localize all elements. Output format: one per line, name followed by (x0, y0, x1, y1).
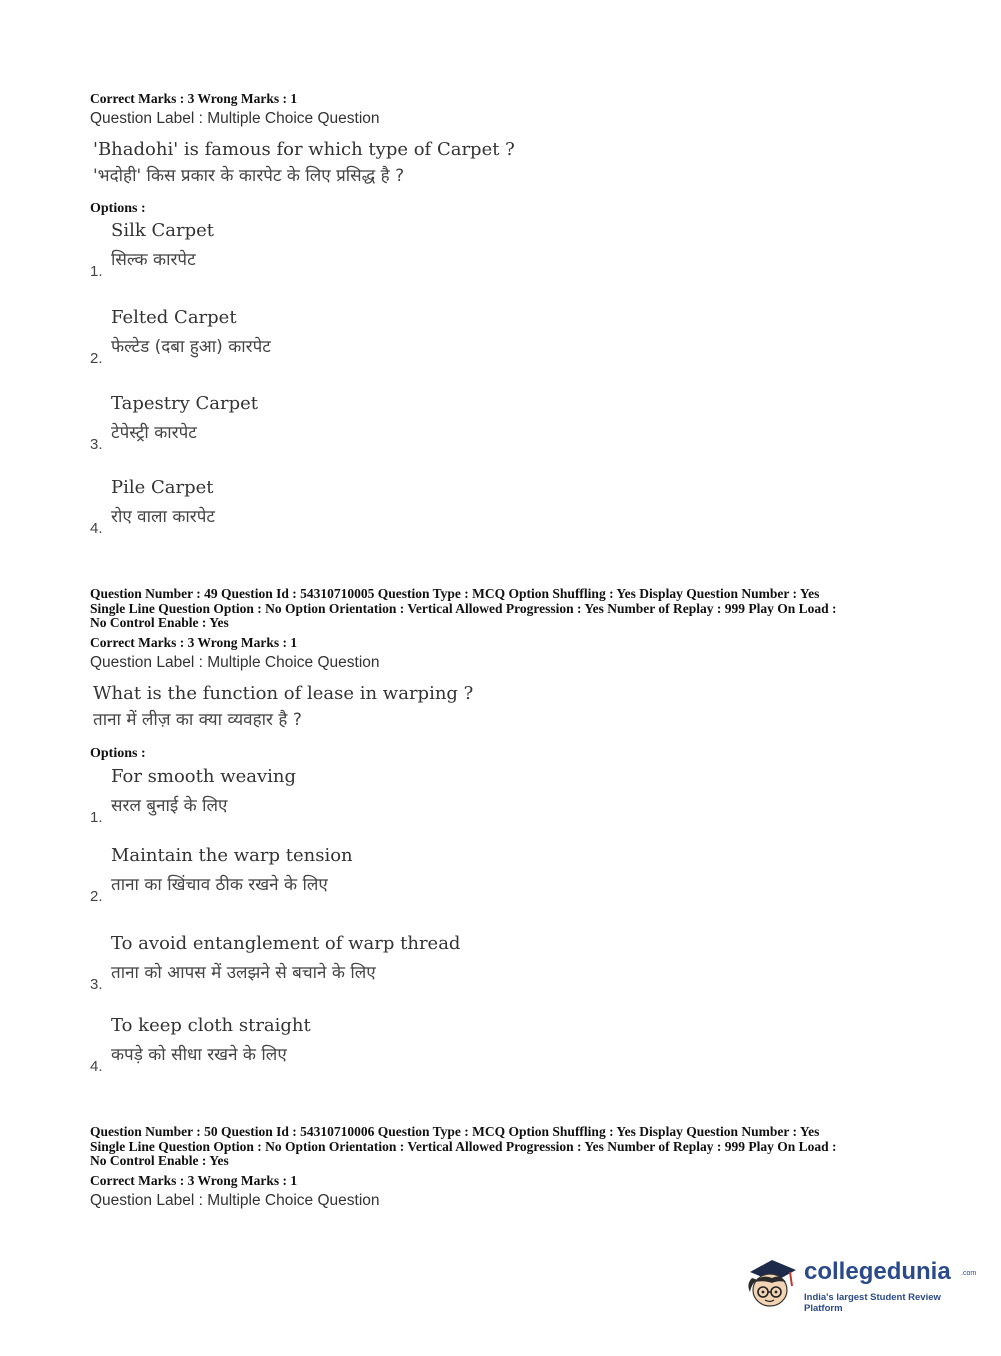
q48-option-3 (90, 393, 590, 453)
option-text-hi: ताना को आपस में उलझने से बचाने के लिए (111, 963, 376, 983)
q49-meta-line: Single Line Question Option : No Option Orientation : Vertical Allowed Progression : Yes Number of Replay : 999 Play On Load : (90, 600, 837, 616)
option-number: 2. (90, 350, 103, 367)
q49-option-1 (90, 766, 590, 826)
option-text-hi: टेपेस्ट्री कारपेट (111, 423, 197, 443)
q49-question (93, 681, 473, 733)
q48-option-4 (90, 477, 590, 537)
option-text-en: Maintain the warp tension (111, 845, 353, 866)
q48-question-hi: 'भदोही' किस प्रकार के कारपेट के लिए प्रसिद्ध है ? (93, 166, 405, 186)
option-text-en: Pile Carpet (111, 477, 214, 498)
q50-meta-line: Question Number : 50 Question Id : 54310710006 Question Type : MCQ Option Shuffling : Yes Display Question Number : Yes (90, 1124, 820, 1139)
q49-question-hi: ताना में लीज़ का क्या व्यवहार है ? (93, 710, 302, 730)
q49-question-en: What is the function of lease in warping ? (93, 683, 474, 704)
option-number: 3. (90, 436, 103, 453)
q49-options-heading: Options : (90, 746, 146, 761)
logo-brand: collegedunia (804, 1258, 951, 1285)
q50-meta-line: No Control Enable : Yes (90, 1153, 229, 1168)
option-text-en: Felted Carpet (111, 307, 237, 328)
q48-label: Question Label : Multiple Choice Question (90, 110, 380, 127)
option-number: 1. (90, 263, 103, 280)
q49-label: Question Label : Multiple Choice Question (90, 654, 380, 671)
q48-option-2 (90, 307, 590, 367)
collegedunia-logo (742, 1252, 977, 1318)
option-text-hi: रोए वाला कारपेट (111, 507, 215, 527)
q49-option-4 (90, 1015, 590, 1075)
option-text-hi: सिल्क कारपेट (111, 250, 196, 270)
q49-marks: Correct Marks : 3 Wrong Marks : 1 (90, 635, 298, 650)
option-text-en: Tapestry Carpet (111, 393, 258, 414)
q49-option-2 (90, 845, 590, 905)
option-text-en: For smooth weaving (111, 766, 297, 787)
option-number: 4. (90, 1058, 103, 1075)
mascot-icon (742, 1252, 802, 1314)
option-text-en: To keep cloth straight (111, 1015, 311, 1036)
q49-option-3 (90, 933, 590, 993)
logo-tagline: India's largest Student Review Platform (804, 1292, 941, 1314)
q48-question-en: 'Bhadohi' is famous for which type of Carpet ? (93, 139, 515, 160)
q48-question (93, 137, 515, 189)
option-text-hi: फेल्टेड (दबा हुआ) कारपेट (111, 337, 271, 357)
option-text-hi: कपड़े को सीधा रखने के लिए (111, 1045, 287, 1065)
q49-meta-line: No Control Enable : Yes (90, 615, 229, 630)
option-number: 3. (90, 976, 103, 993)
logo-suffix: .com (961, 1270, 977, 1277)
q49-meta (90, 587, 920, 631)
q49-meta-line: Question Number : 49 Question Id : 54310710005 Question Type : MCQ Option Shuffling : Yes Display Question Number : Yes (90, 586, 820, 601)
option-text-en: Silk Carpet (111, 220, 214, 241)
option-text-hi: ताना का खिंचाव ठीक रखने के लिए (111, 875, 328, 895)
q50-marks: Correct Marks : 3 Wrong Marks : 1 (90, 1173, 298, 1188)
q48-marks: Correct Marks : 3 Wrong Marks : 1 (90, 91, 298, 106)
q50-meta (90, 1125, 920, 1169)
option-text-hi: सरल बुनाई के लिए (111, 796, 228, 816)
option-number: 1. (90, 809, 103, 826)
option-number: 2. (90, 888, 103, 905)
option-number: 4. (90, 520, 103, 537)
q50-label: Question Label : Multiple Choice Question (90, 1192, 380, 1209)
q48-option-1 (90, 220, 590, 280)
q48-options-heading: Options : (90, 201, 146, 216)
q50-meta-line: Single Line Question Option : No Option Orientation : Vertical Allowed Progression : Yes Number of Replay : 999 Play On Load : (90, 1138, 837, 1154)
option-text-en: To avoid entanglement of warp thread (111, 933, 461, 954)
